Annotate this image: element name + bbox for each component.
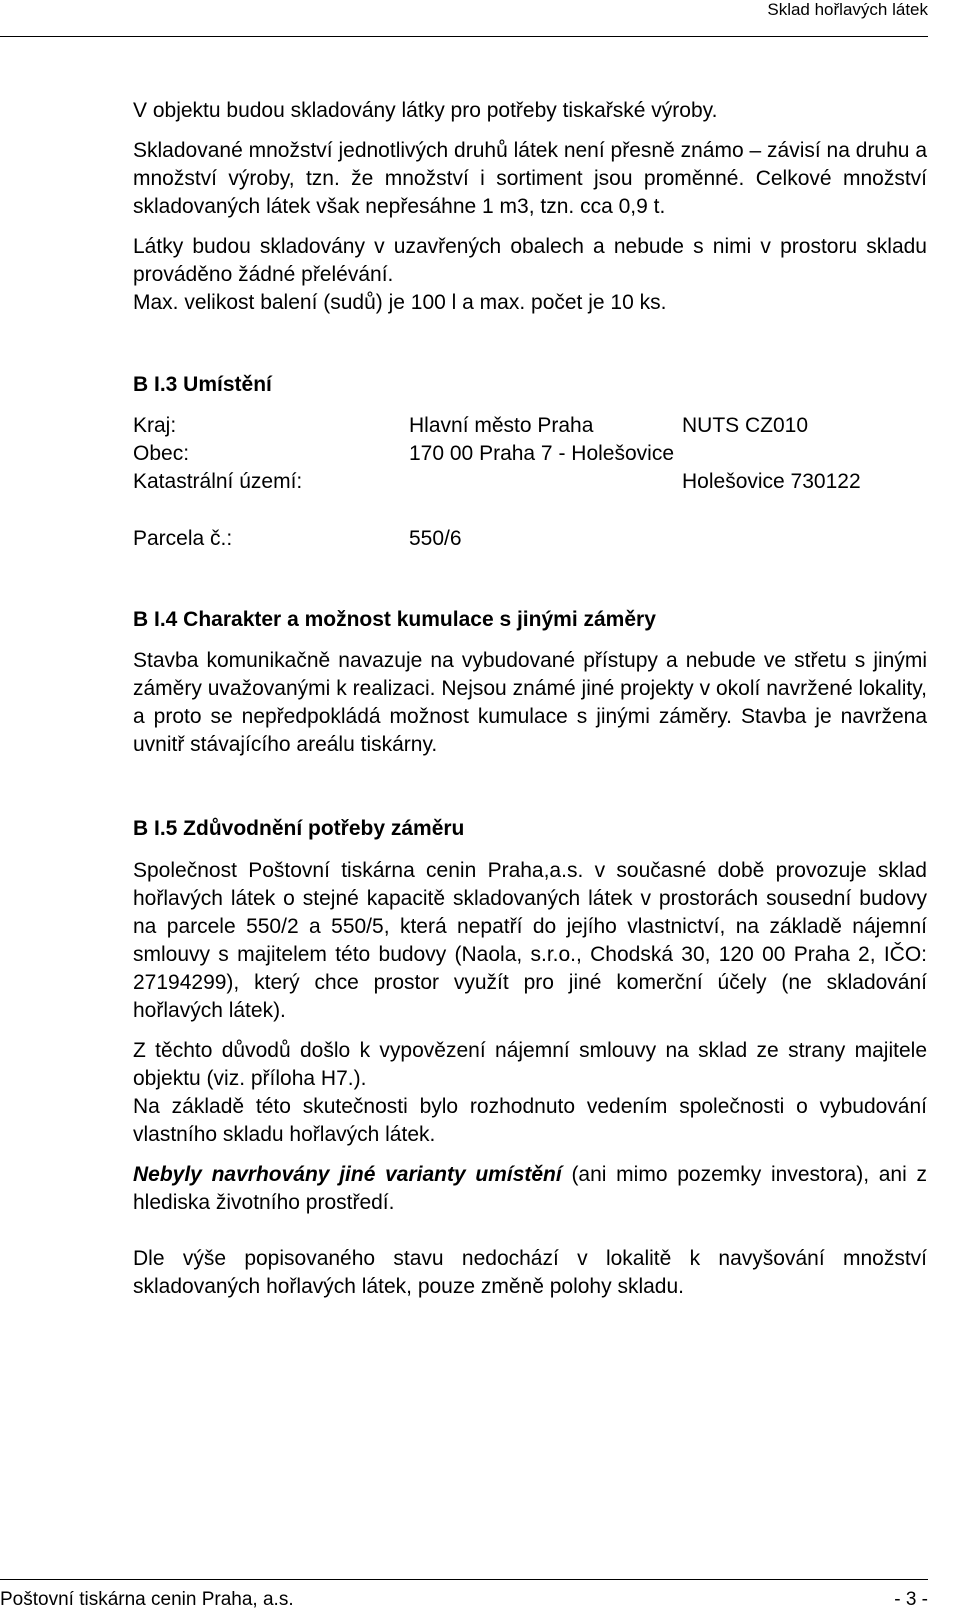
document-body: [133, 97, 927, 1301]
s5-paragraph-2: Z těchto důvodů došlo k vypovězení nájemní smlouvy na sklad ze strany majitele objektu (viz. příloha H7.).: [133, 1039, 927, 1090]
s5-paragraph-1: Společnost Poštovní tiskárna cenin Praha,a.s. v současné době provozuje sklad hořlavých látek o stejné kapacitě skladovaných látek v prostorách sousední budovy na parcele 550/2 a 550/5, která nepatří do jejího vlastnictví, na základě nájemní smlouvy s majitelem této budovy (Naola, s.r.o., Chodská 30, 120 00 Praha 2, IČO: 27194299), který chce prostor využít pro jiné komerční účely (ne skladování hořlavých látek).: [133, 859, 927, 1022]
location-row-kraj: [133, 412, 927, 440]
parcela-label: Parcela č.:: [133, 527, 233, 550]
obec-value: 170 00 Praha 7 - Holešovice: [409, 442, 674, 465]
footer-company: Poštovní tiskárna cenin Praha, a.s.: [0, 1589, 294, 1610]
location-row-parcela: [133, 525, 927, 553]
intro-paragraph-1: V objektu budou skladovány látky pro potřeby tiskařské výroby.: [133, 99, 718, 122]
variant-rest: (ani mimo pozemky investora), ani z hlediska životního prostředí.: [133, 1163, 928, 1214]
section-heading-b14: B I.4 Charakter a možnost kumulace s jinými záměry: [133, 608, 656, 631]
footer-page-number: - 3 -: [894, 1589, 928, 1610]
intro-paragraph-3: Látky budou skladovány v uzavřených obalech a nebude s nimi v prostoru skladu prováděno žádné přelévání.: [133, 235, 927, 286]
location-table: [133, 412, 927, 553]
intro-paragraph-4: Max. velikost balení (sudů) je 100 l a max. počet je 10 ks.: [133, 291, 667, 314]
page-header: [0, 0, 928, 37]
footer-rule: [0, 1579, 928, 1580]
kraj-nuts: NUTS CZ010: [682, 414, 809, 437]
section-heading-b15: B I.5 Zdůvodnění potřeby záměru: [133, 817, 465, 840]
location-row-katastr: [133, 468, 927, 496]
s4-paragraph: Stavba komunikačně navazuje na vybudované přístupy a nebude ve střetu s jinými záměry uvažovanými k realizaci. Nejsou známé jiné projekty v okolí navržené lokality, a proto se nepředpokládá možnost kumulace s jinými záměry. Stavba je navržena uvnitř stávajícího areálu tiskárny.: [133, 649, 927, 756]
section-heading-b13: B I.3 Umístění: [133, 373, 272, 396]
katastr-value: Holešovice 730122: [682, 470, 861, 493]
s5-paragraph-5: Dle výše popisovaného stavu nedochází v lokalitě k navyšování množství skladovaných hořlavých látek, pouze změně polohy skladu.: [133, 1247, 927, 1298]
intro-paragraph-2: Skladované množství jednotlivých druhů látek není přesně známo – závisí na druhu a množství výroby, tzn. že množství i sortiment jsou proměnné. Celkové množství skladovaných látek však nepřesáhne 1 m3, tzn. cca 0,9 t.: [133, 139, 927, 218]
variant-emphasis: Nebyly navrhovány jiné varianty umístění: [133, 1163, 562, 1186]
obec-label: Obec:: [133, 442, 190, 465]
katastr-label: Katastrální území:: [133, 470, 303, 493]
s5-paragraph-4: [133, 1161, 927, 1217]
header-title: Sklad hořlavých látek: [767, 0, 928, 19]
kraj-value: Hlavní město Praha: [409, 414, 594, 437]
parcela-value: 550/6: [409, 527, 462, 550]
s5-paragraph-3: Na základě této skutečnosti bylo rozhodnuto vedením společnosti o vybudování vlastního skladu hořlavých látek.: [133, 1095, 927, 1146]
location-row-obec: [133, 440, 927, 468]
kraj-label: Kraj:: [133, 414, 177, 437]
